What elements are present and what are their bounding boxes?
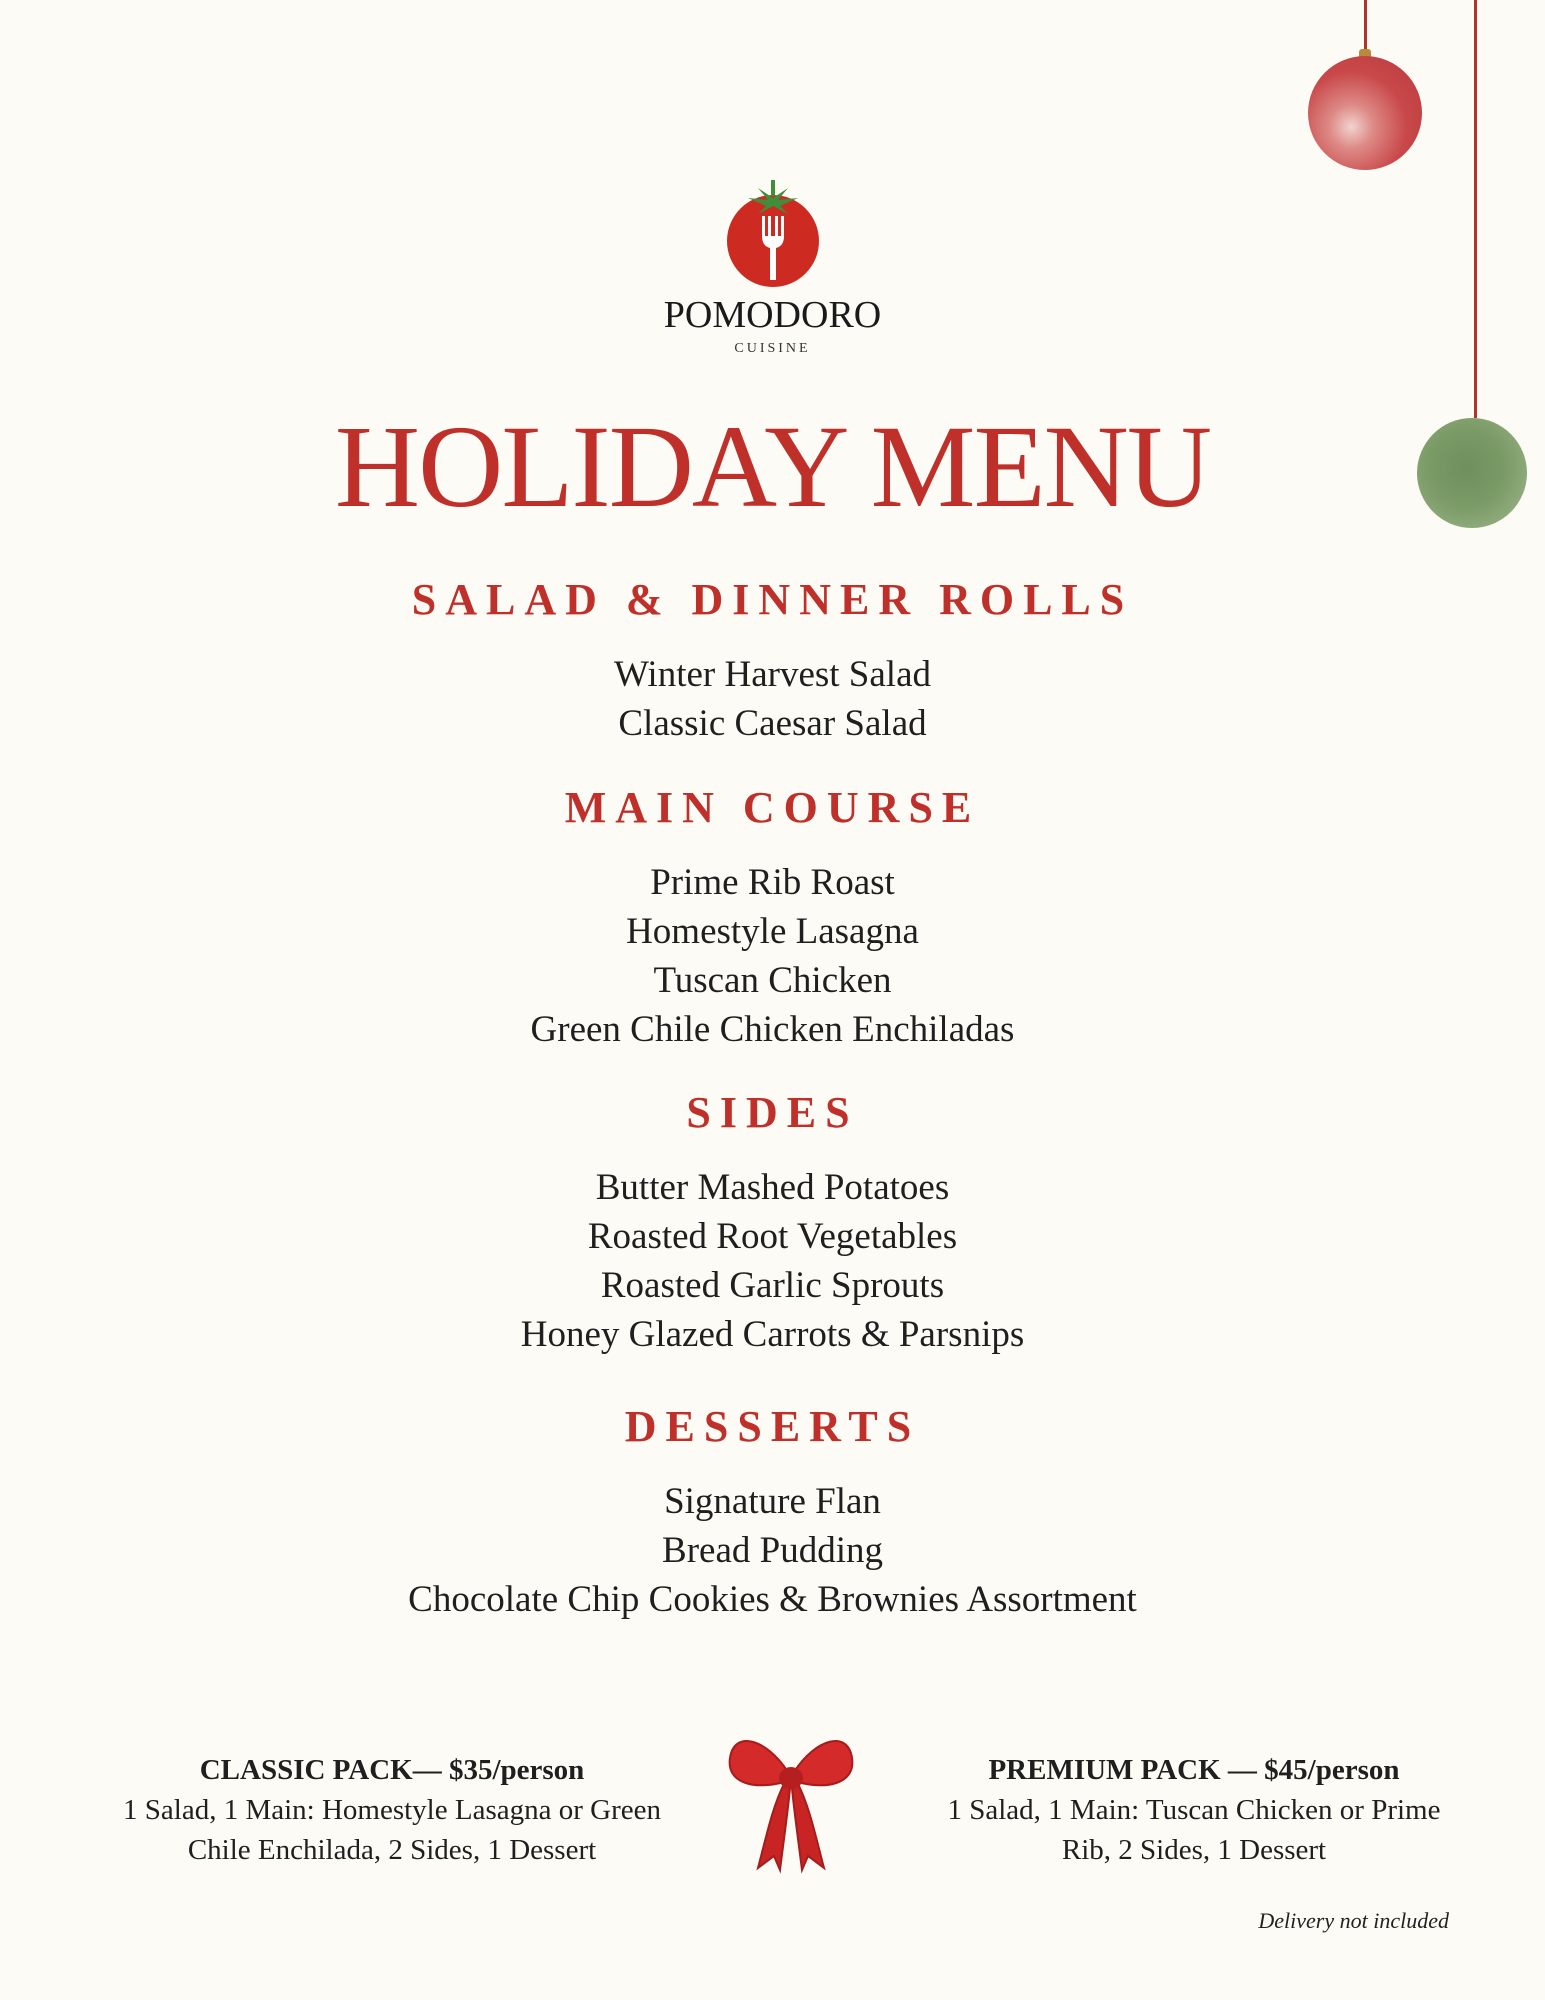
menu-item: Roasted Garlic Sprouts <box>600 1265 945 1306</box>
tomato-fork-icon <box>718 180 828 290</box>
premium-pack <box>874 1750 1514 1870</box>
menu-item: Honey Glazed Carrots & Parsnips <box>520 1314 1025 1355</box>
delivery-note: Delivery not included <box>1258 1908 1449 1933</box>
menu-item: Winter Harvest Salad <box>613 654 931 695</box>
section-heading: DESSERTS <box>624 1402 921 1451</box>
section-heading: MAIN COURSE <box>564 783 981 832</box>
premium-pack-desc-line2: Rib, 2 Sides, 1 Dessert <box>1061 1834 1327 1866</box>
ornament-string-red <box>1364 0 1367 52</box>
menu-item: Signature Flan <box>664 1481 881 1522</box>
brand-logo <box>0 180 1545 356</box>
brand-subtitle: CUISINE <box>734 341 811 356</box>
classic-pack <box>72 1750 712 1870</box>
menu-item: Bread Pudding <box>662 1530 883 1571</box>
section-sides <box>0 1088 1545 1359</box>
classic-pack-title: CLASSIC PACK— $35/person <box>199 1754 585 1786</box>
section-salads <box>0 575 1545 748</box>
premium-pack-title: PREMIUM PACK — $45/person <box>988 1754 1400 1786</box>
menu-item: Classic Caesar Salad <box>618 703 927 744</box>
page-title: HOLIDAY MENU <box>334 401 1211 532</box>
premium-pack-desc-line1: 1 Salad, 1 Main: Tuscan Chicken or Prime <box>947 1794 1441 1826</box>
menu-item: Homestyle Lasagna <box>626 911 919 952</box>
section-heading: SALAD & DINNER ROLLS <box>411 575 1134 624</box>
menu-item: Roasted Root Vegetables <box>587 1216 958 1257</box>
menu-item: Green Chile Chicken Enchiladas <box>530 1009 1015 1050</box>
red-bow-icon <box>726 1728 856 1874</box>
section-desserts <box>0 1402 1545 1624</box>
section-heading: SIDES <box>686 1088 859 1137</box>
menu-item: Tuscan Chicken <box>653 960 892 1001</box>
menu-item: Butter Mashed Potatoes <box>595 1167 950 1208</box>
classic-pack-desc-line1: 1 Salad, 1 Main: Homestyle Lasagna or Green <box>123 1794 661 1826</box>
red-ornament-icon <box>1308 56 1422 170</box>
brand-name: POMODORO <box>663 294 882 336</box>
menu-item: Chocolate Chip Cookies & Brownies Assortment <box>408 1579 1137 1620</box>
menu-item: Prime Rib Roast <box>650 862 895 903</box>
classic-pack-desc-line2: Chile Enchilada, 2 Sides, 1 Dessert <box>187 1834 597 1866</box>
section-main-course <box>0 783 1545 1054</box>
